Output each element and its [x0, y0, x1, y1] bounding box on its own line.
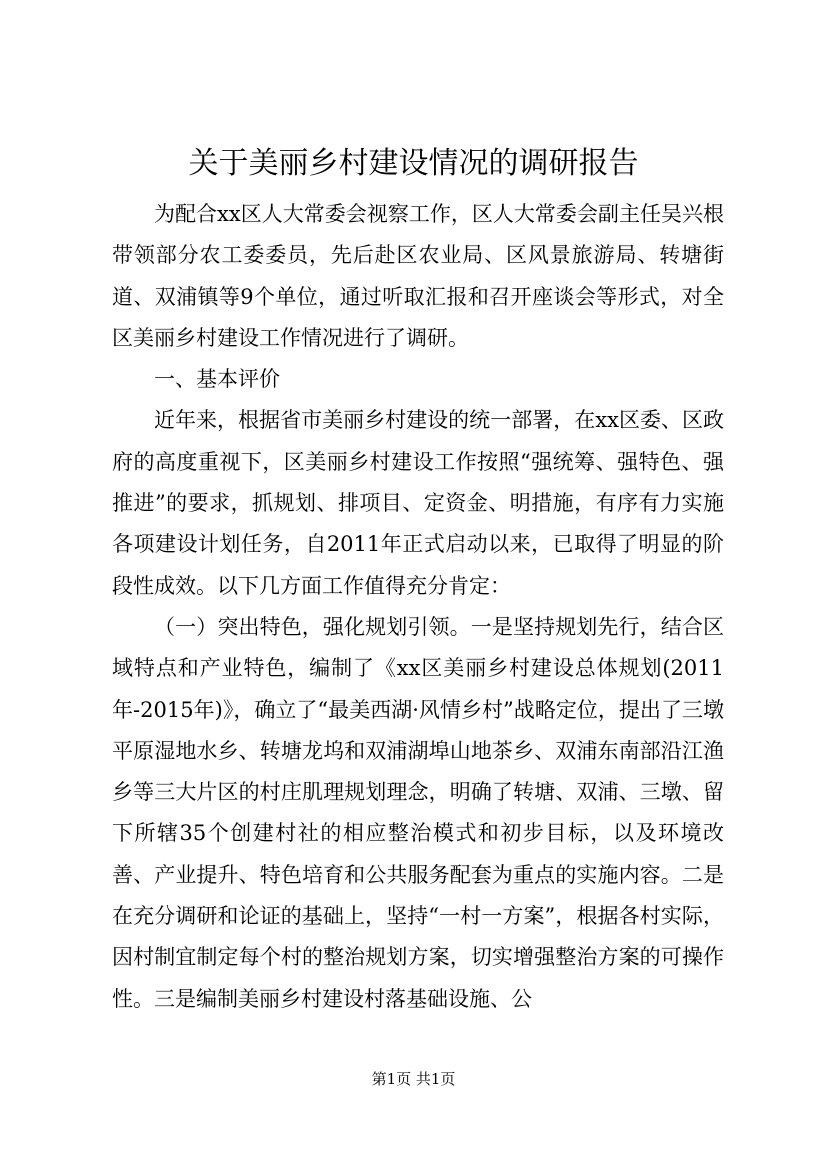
- intro-paragraph: 为配合xx区人大常委会视察工作，区人大常委会副主任吴兴根带领部分农工委委员，先后赴区农业局、区风景旅游局、转塘街道、双浦镇等9个单位，通过听取汇报和召开座谈会等形式，对全区美丽乡村建设工作情况进行了调研。: [112, 202, 724, 350]
- section-heading-basic-evaluation: 一、基本评价: [154, 367, 280, 392]
- document-body: [112, 194, 724, 1020]
- planning-paragraph: （一）突出特色，强化规划引领。一是坚持规划先行，结合区域特点和产业特色，编制了《xx区美丽乡村建设总体规划(2011年-2015年)》，确立了“最美西湖·风情乡村”战略定位，提出了三墩平原湿地水乡、转塘龙坞和双浦湖埠山地茶乡、双浦东南部沿江渔乡等三大片区的村庄肌理规划理念，明确了转塘、双浦、三墩、留下所辖35个创建村社的相应整治模式和初步目标，以及环境改善、产业提升、特色培育和公共服务配套为重点的实施内容。二是在充分调研和论证的基础上，坚持“一村一方案”，根据各村实际，因村制宜制定每个村的整治规划方案，切实增强整治方案的可操作性。三是编制美丽乡村建设村落基础设施、公: [112, 614, 724, 1011]
- document-title: 关于美丽乡村建设情况的调研报告: [188, 146, 639, 181]
- evaluation-paragraph: 近年来，根据省市美丽乡村建设的统一部署，在xx区委、区政府的高度重视下，区美丽乡村建设工作按照“强统筹、强特色、强推进”的要求，抓规划、排项目、定资金、明措施，有序有力实施各项建设计划任务，自2011年正式启动以来，已取得了明显的阶段性成效。以下几方面工作值得充分肯定：: [112, 408, 724, 598]
- page-footer: 第1页 共1页: [371, 1070, 456, 1088]
